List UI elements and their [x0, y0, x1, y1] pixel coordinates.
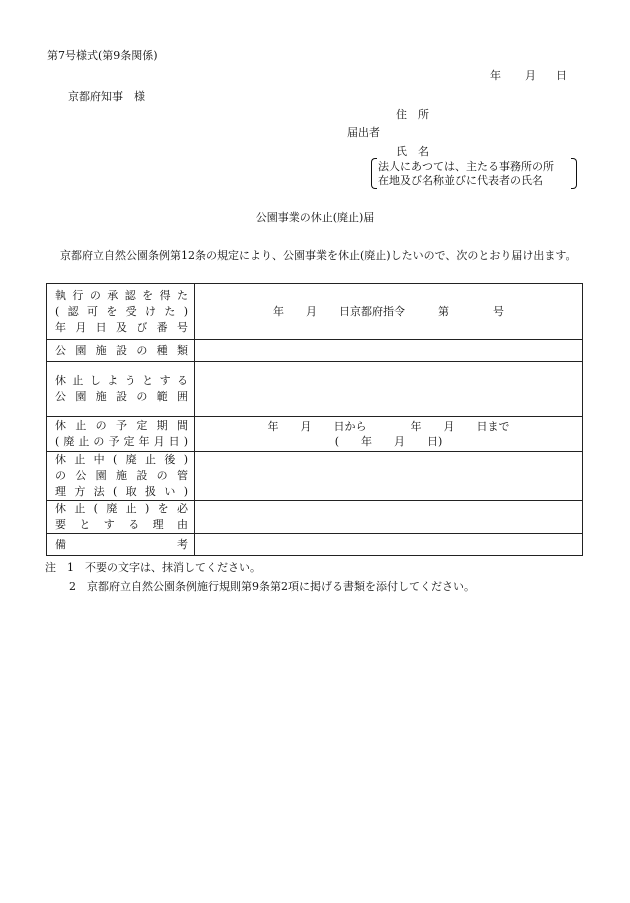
corp-note-line-1: 法人にあつては、主たる事務所の所 — [378, 160, 554, 173]
table-row — [47, 284, 583, 340]
row-value-cell[interactable] — [195, 284, 583, 340]
row-label-cell — [47, 501, 195, 534]
row-label-line: 休止(廃止)を必 — [55, 502, 188, 515]
notifier-label: 届出者 — [347, 126, 380, 139]
row-label-line: 休止中(廃止後) — [55, 453, 188, 466]
document-title: 公園事業の休止(廃止)届 — [255, 211, 375, 224]
row-value-cell[interactable] — [195, 534, 583, 556]
table-row — [47, 534, 583, 556]
row-value-cell[interactable] — [195, 340, 583, 362]
corp-note-line-2: 在地及び名称並びに代表者の氏名 — [378, 174, 543, 187]
row-label-line: 公園施設の範囲 — [55, 390, 188, 403]
row-label-cell — [47, 340, 195, 362]
row-value-cell[interactable] — [195, 501, 583, 534]
row-label-line: 休止しようとする — [55, 374, 188, 387]
row-value-cell[interactable] — [195, 362, 583, 417]
note-2: 2 京都府立自然公園条例施行規則第9条第2項に掲げる書類を添付してください。 — [69, 580, 475, 593]
row-label-cell — [47, 362, 195, 417]
body-text: 京都府立自然公園条例第12条の規定により、公園事業を休止(廃止)したいので、次のとおり届け出ます。 — [60, 249, 577, 262]
row-label-line: 理方法(取扱い) — [55, 485, 188, 498]
table-row — [47, 340, 583, 362]
table-row — [47, 417, 583, 452]
address-label: 住 所 — [396, 108, 429, 121]
note-1: 注 1 不要の文字は、抹消してください。 — [45, 561, 261, 574]
row-label-line: 休止の予定期間 — [55, 419, 188, 432]
row-label-line: 公園施設の種類 — [55, 343, 188, 357]
notes — [45, 558, 605, 596]
row-value-line: 年 月 日京都府指令 第 号 — [273, 305, 504, 318]
name-label: 氏 名 — [396, 145, 429, 158]
addressee: 京都府知事 様 — [68, 90, 145, 103]
table-row — [47, 362, 583, 417]
row-label-line: (廃止の予定年月日) — [55, 435, 188, 448]
date-day-label: 日 — [556, 69, 567, 82]
bracket-left — [371, 158, 377, 189]
row-label-line: 要とする理由 — [55, 518, 188, 531]
row-label-cell — [47, 284, 195, 340]
date-month-label: 月 — [525, 69, 536, 82]
row-label-line: 年月日及び番号 — [55, 320, 188, 334]
date-year-label: 年 — [490, 69, 501, 82]
form-number: 第7号様式(第9条関係) — [47, 49, 158, 62]
row-label-line: 備考 — [55, 537, 188, 551]
row-value-line: 年 月 日から 年 月 日まで — [267, 420, 510, 433]
row-value-cell[interactable] — [195, 417, 583, 452]
row-label-cell — [47, 452, 195, 501]
row-label-cell — [47, 534, 195, 556]
row-value-cell[interactable] — [195, 452, 583, 501]
row-label-line: (認可を受けた) — [55, 304, 188, 318]
row-label-line: 執行の承認を得た — [55, 288, 188, 302]
corporation-note — [371, 158, 577, 189]
row-label-cell — [47, 417, 195, 452]
form-table — [46, 283, 583, 556]
table-row — [47, 452, 583, 501]
row-value-line: ( 年 月 日) — [334, 435, 443, 448]
date-line — [490, 70, 567, 81]
row-label-line: の公園施設の管 — [55, 469, 188, 482]
bracket-right — [571, 158, 577, 189]
table-row — [47, 501, 583, 534]
